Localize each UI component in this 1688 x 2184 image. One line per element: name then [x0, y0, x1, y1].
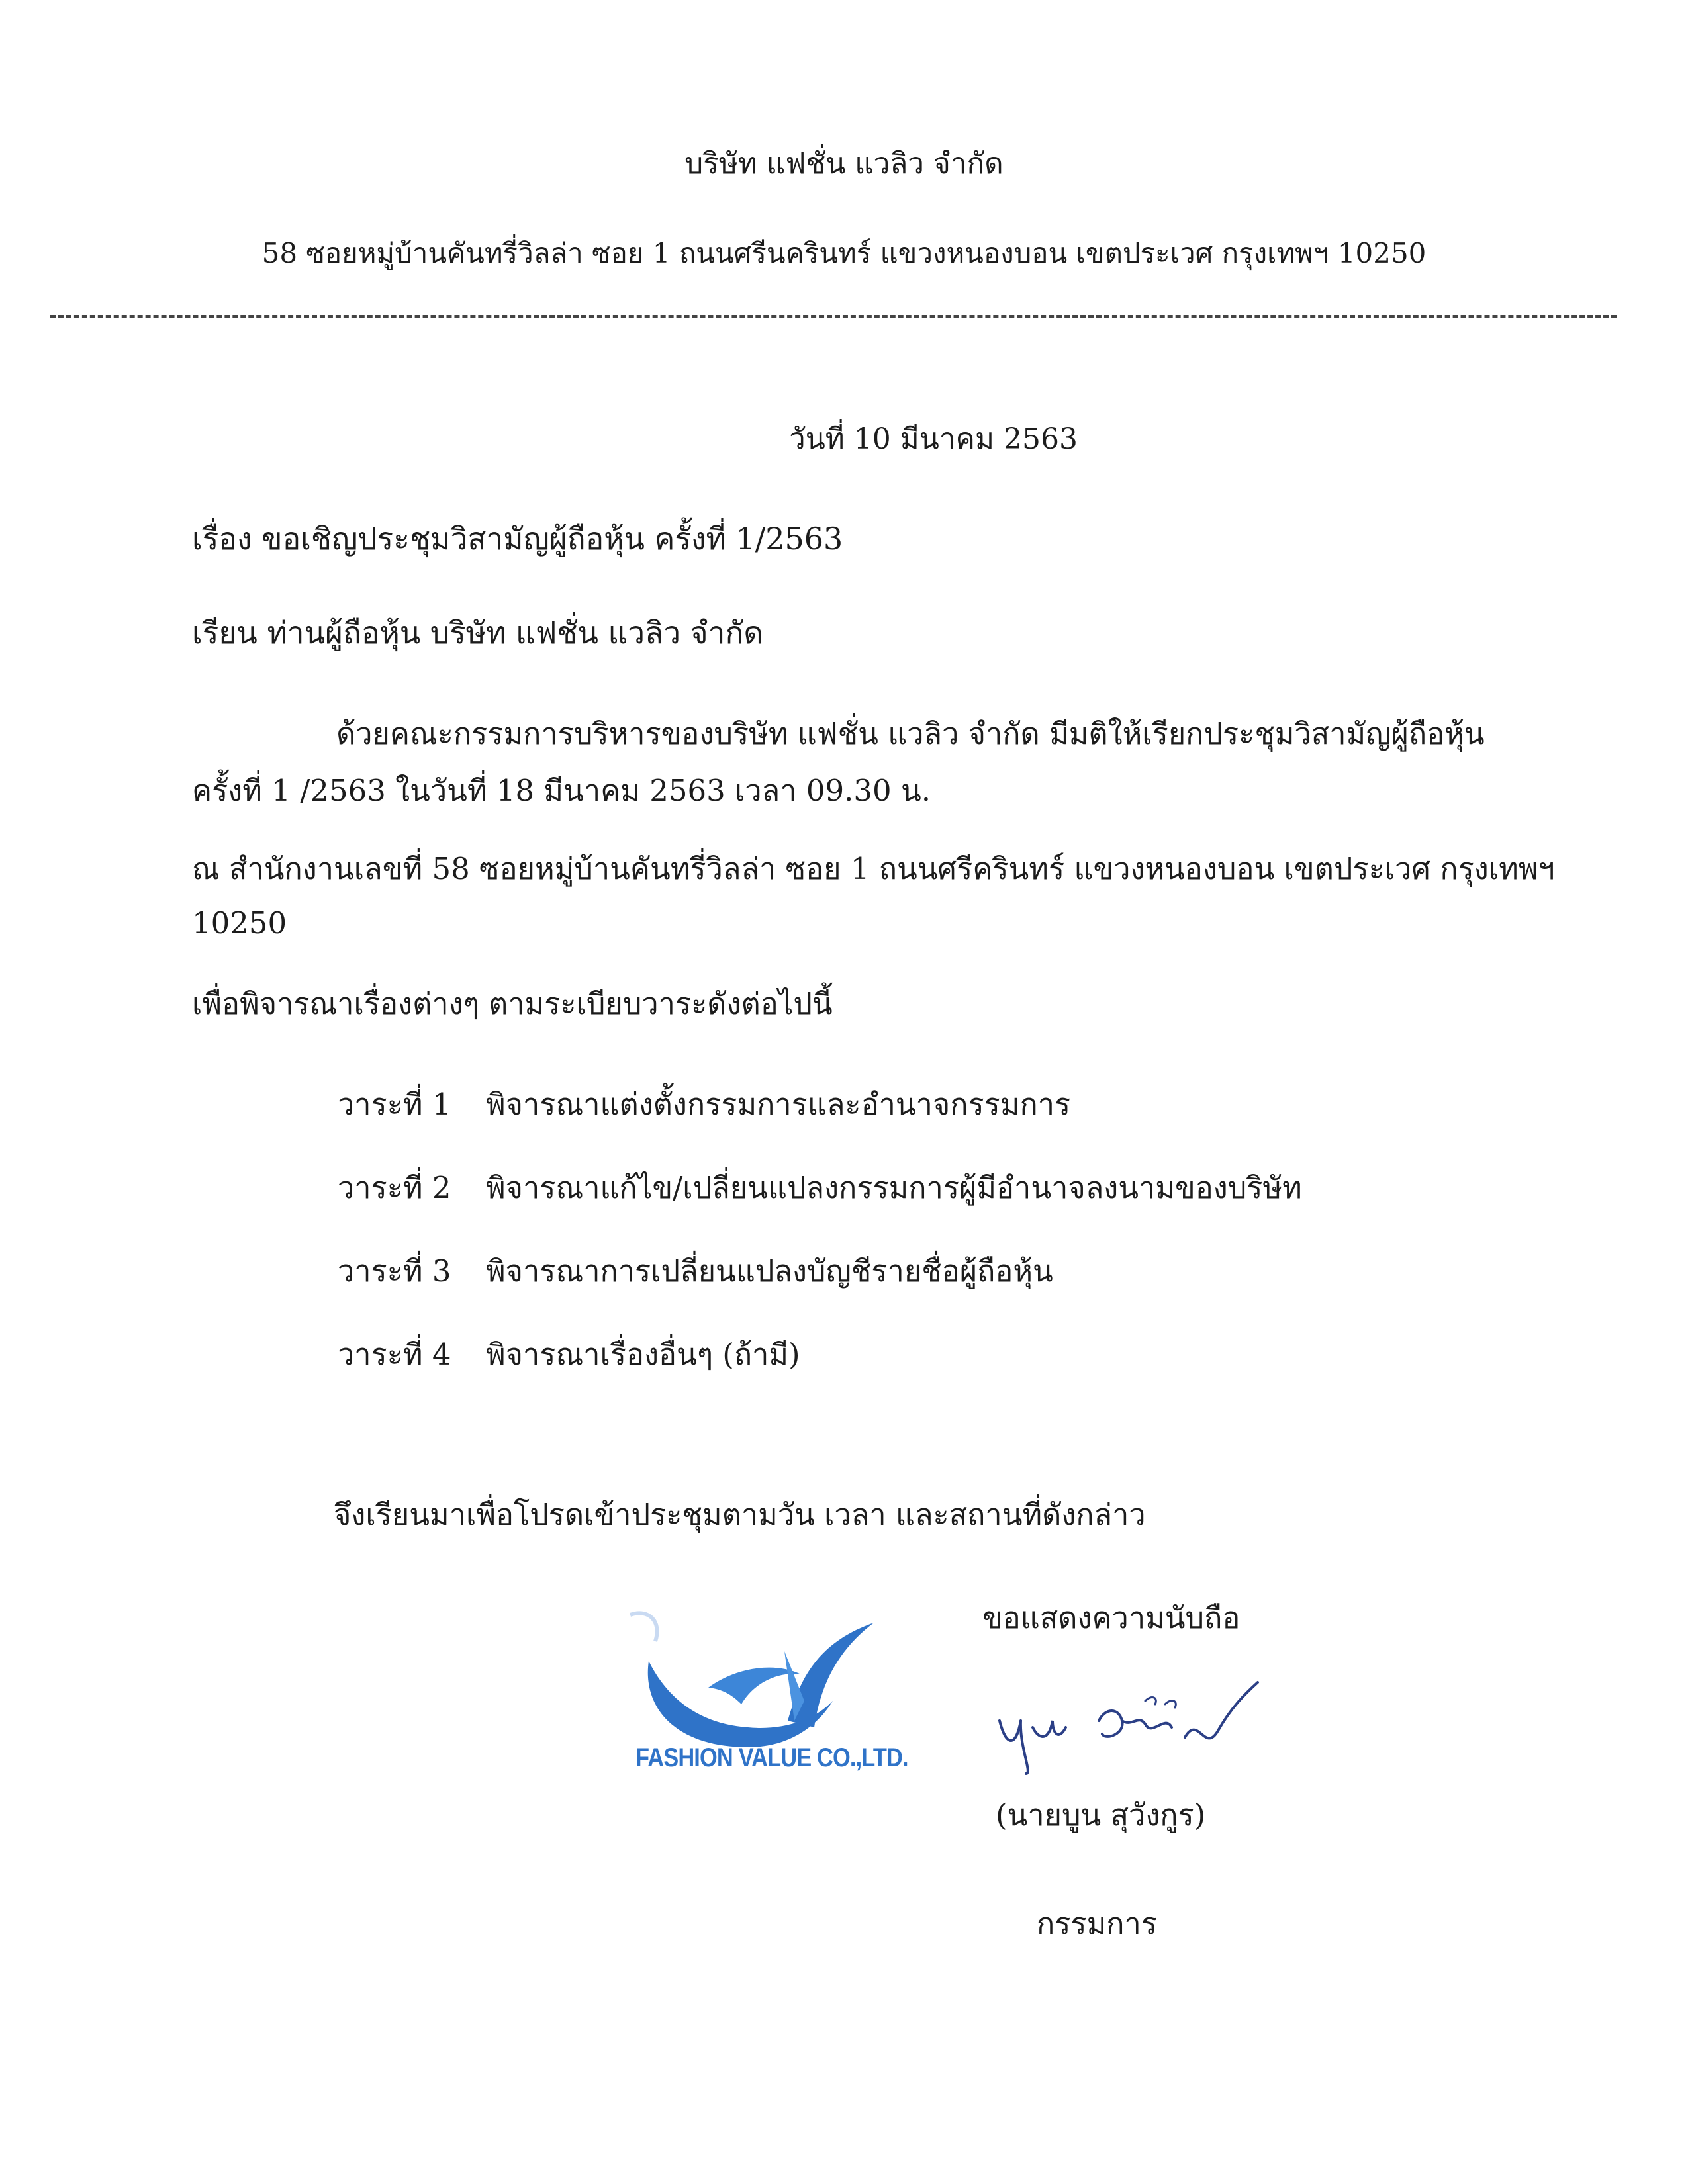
letter-addressee: เรียน ท่านผู้ถือหุ้น บริษัท แฟชั่น แวลิว จำกัด	[192, 615, 764, 651]
signer-name: (นายบูน สุวังกูร)	[996, 1797, 1206, 1833]
handwritten-signature-icon	[986, 1674, 1264, 1780]
header-divider	[50, 315, 1617, 318]
letter-subject: เรื่อง ขอเชิญประชุมวิสามัญผู้ถือหุ้น ครั้งที่ 1/2563	[192, 521, 843, 557]
agenda-item-4-text: พิจารณาเรื่องอื่นๆ (ถ้ามี)	[486, 1337, 800, 1372]
letter-date: วันที่ 10 มีนาคม 2563	[789, 422, 1078, 456]
company-name: บริษัท แฟชั่น แวลิว จำกัด	[684, 147, 1004, 181]
agenda-item-1-number: วาระที่ 1	[338, 1087, 451, 1122]
signer-title: กรรมการ	[1037, 1906, 1157, 1941]
agenda-item-2-number: วาระที่ 2	[338, 1170, 451, 1205]
agenda-item-4-number: วาระที่ 4	[338, 1337, 451, 1372]
agenda-item-1-text: พิจารณาแต่งตั้งกรรมการและอำนาจกรรมการ	[486, 1087, 1071, 1122]
agenda-item-3-text: พิจารณาการเปลี่ยนแปลงบัญชีรายชื่อผู้ถือหุ้น	[486, 1253, 1053, 1289]
agenda-item-3-number: วาระที่ 3	[338, 1253, 451, 1289]
body-paragraph-1-line-2: ครั้งที่ 1 /2563 ในวันที่ 18 มีนาคม 2563 เวลา 09.30 น.	[192, 773, 931, 808]
body-paragraph-2-line-1: ณ สำนักงานเลขที่ 58 ซอยหมู่บ้านคันทรี่วิลล่า ซอย 1 ถนนศรีครินทร์ แขวงหนองบอน เขตประเวศ กรุงเทพฯ	[192, 851, 1555, 886]
body-paragraph-1-line-1: ด้วยคณะกรรมการบริหารของบริษัท แฟชั่น แวลิว จำกัด มีมติให้เรียกประชุมวิสามัญผู้ถือหุ้น	[336, 716, 1485, 751]
company-address: 58 ซอยหมู่บ้านคันทรี่วิลล่า ซอย 1 ถนนศรีนครินทร์ แขวงหนองบอน เขตประเวศ กรุงเทพฯ 10250	[261, 237, 1427, 269]
regards-line: ขอแสดงความนับถือ	[982, 1600, 1241, 1635]
body-paragraph-3: เพื่อพิจารณาเรื่องต่างๆ ตามระเบียบวาระดังต่อไปนี้	[192, 986, 833, 1021]
body-paragraph-2-line-2: 10250	[192, 905, 287, 940]
company-logo-text: FASHION VALUE CO.,LTD.	[635, 1743, 908, 1772]
agenda-item-2-text: พิจารณาแก้ไข/เปลี่ยนแปลงกรรมการผู้มีอำนาจลงนามของบริษัท	[486, 1170, 1302, 1205]
closing-sentence: จึงเรียนมาเพื่อโปรดเข้าประชุมตามวัน เวลา และสถานที่ดังกล่าว	[334, 1497, 1146, 1532]
